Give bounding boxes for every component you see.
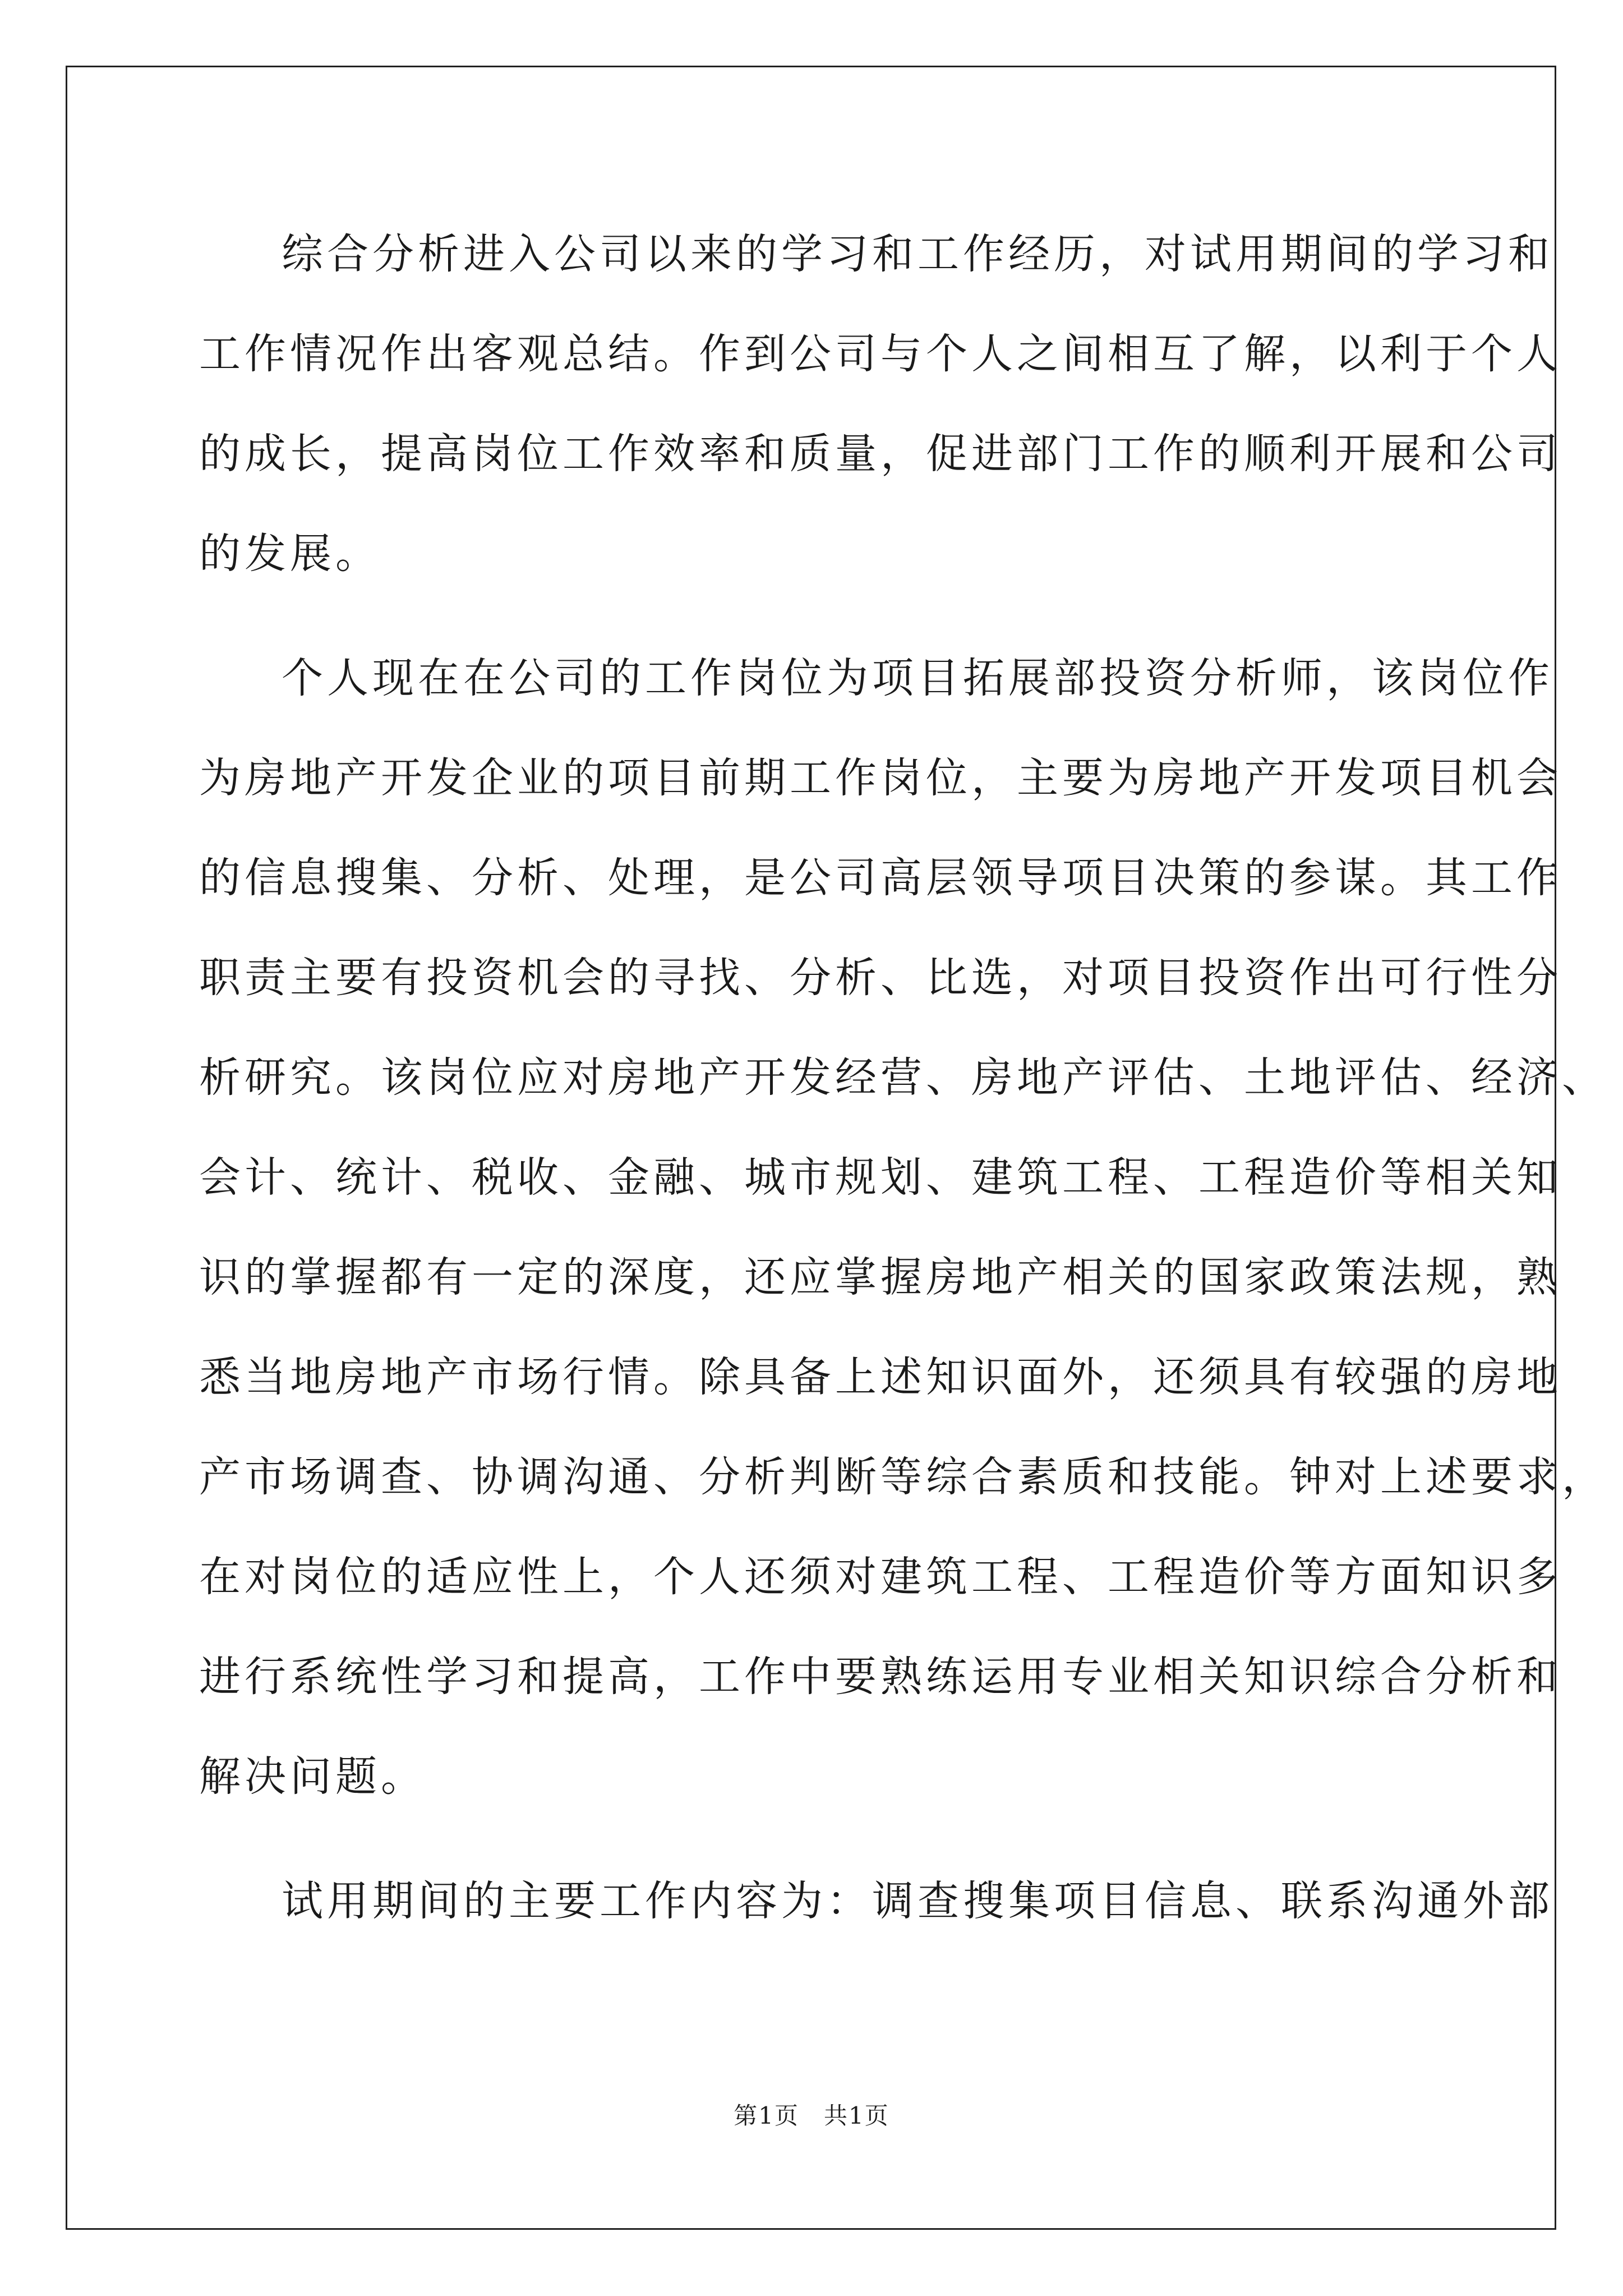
text-line-7: 的信息搜集、分析、处理，是公司高层领导项目决策的参谋。其工作 xyxy=(199,854,1562,902)
text-line-5: 个人现在在公司的工作岗位为项目拓展部投资分析师，该岗位作 xyxy=(282,654,1553,702)
text-line-17: 试用期间的主要工作内容为：调查搜集项目信息、联系沟通外部 xyxy=(282,1877,1553,1925)
text-line-14: 在对岗位的适应性上，个人还须对建筑工程、工程造价等方面知识多 xyxy=(199,1553,1562,1601)
text-line-16: 解决问题。 xyxy=(199,1752,426,1801)
text-line-11: 识的掌握都有一定的深度，还应掌握房地产相关的国家政策法规，熟 xyxy=(199,1253,1562,1301)
text-line-12: 悉当地房地产市场行情。除具备上述知识面外，还须具有较强的房地 xyxy=(199,1353,1562,1401)
text-line-10: 会计、统计、税收、金融、城市规划、建筑工程、工程造价等相关知 xyxy=(199,1153,1562,1202)
text-line-4: 的发展。 xyxy=(199,530,381,578)
text-line-3: 的成长，提高岗位工作效率和质量，促进部门工作的顺利开展和公司 xyxy=(199,430,1562,478)
text-line-9: 析研究。该岗位应对房地产开发经营、房地产评估、土地评估、经济、 xyxy=(199,1053,1607,1102)
text-line-13: 产市场调查、协调沟通、分析判断等综合素质和技能。钟对上述要求， xyxy=(199,1453,1607,1501)
page-number: 第1页 共1页 xyxy=(734,2102,889,2129)
text-line-6: 为房地产开发企业的项目前期工作岗位，主要为房地产开发项目机会 xyxy=(199,754,1562,802)
text-line-1: 综合分析进入公司以来的学习和工作经历，对试用期间的学习和 xyxy=(282,230,1553,278)
text-line-15: 进行系统性学习和提高，工作中要熟练运用专业相关知识综合分析和 xyxy=(199,1653,1562,1701)
text-line-8: 职责主要有投资机会的寻找、分析、比选，对项目投资作出可行性分 xyxy=(199,954,1562,1002)
text-line-2: 工作情况作出客观总结。作到公司与个人之间相互了解，以利于个人 xyxy=(199,330,1562,378)
